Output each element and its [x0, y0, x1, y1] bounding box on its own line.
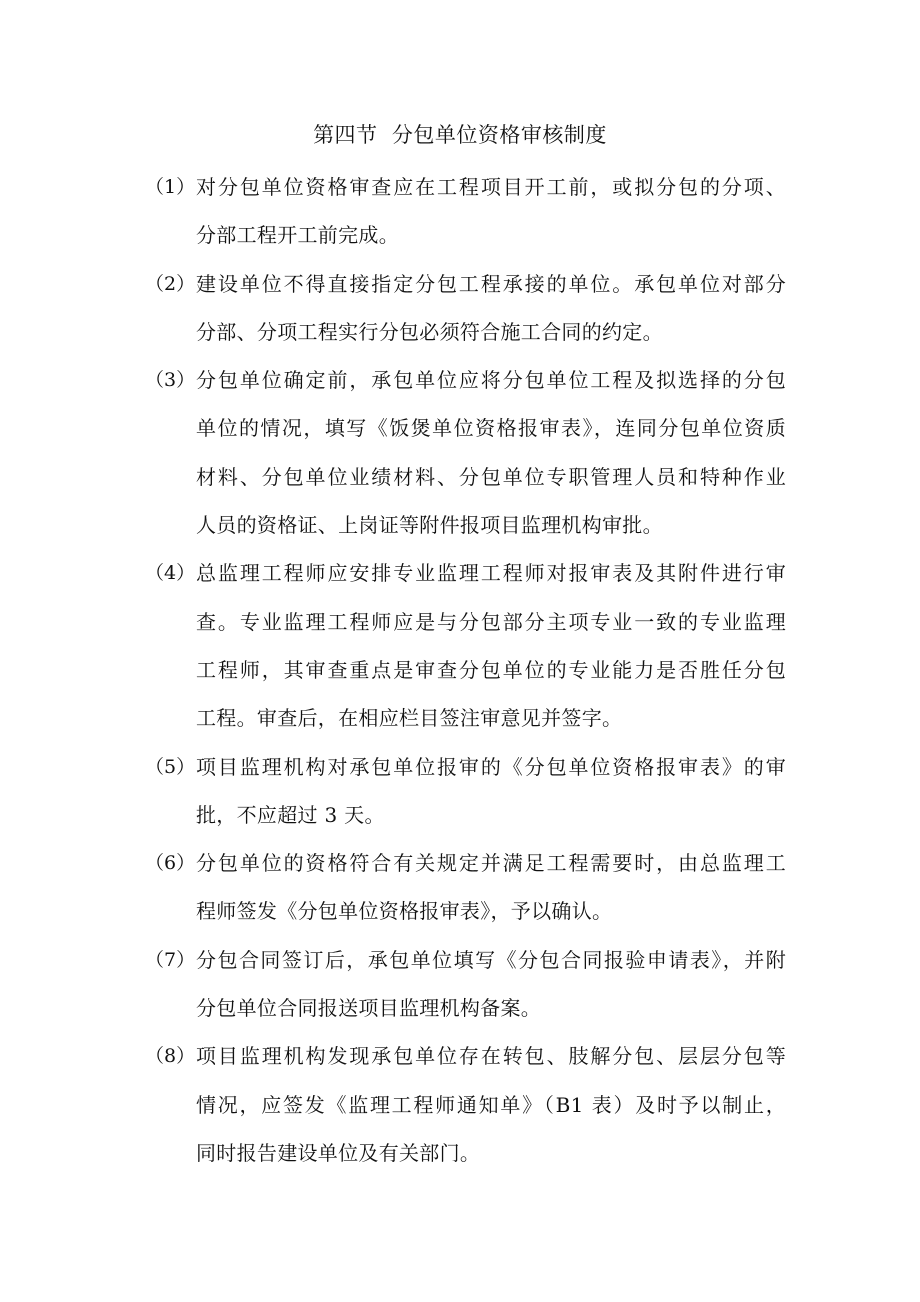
item-text-line: 材料、分包单位业绩材料、分包单位专职管理人员和特种作业	[196, 464, 786, 489]
item-text-line: 分包合同签订后，承包单位填写《分包合同报验申请表》，并附	[196, 947, 786, 972]
item-text-line: 查。专业监理工程师应是与分包部分主项专业一致的专业监理	[196, 609, 786, 634]
item-text-line: 人员的资格证、上岗证等附件报项目监理机构审批。	[196, 513, 663, 538]
item-text-line: 工程。审查后，在相应栏目签注审意见并签字。	[196, 706, 623, 731]
item-number: （3）	[145, 369, 196, 392]
item-number: （8）	[145, 1045, 196, 1068]
item-text-line: 同时报告建设单位及有关部门。	[196, 1140, 481, 1165]
item-text-line: 项目监理机构对承包单位报审的《分包单位资格报审表》的审	[196, 754, 786, 779]
item-text-line: 情况，应签发《监理工程师通知单》（B1 表）及时予以制止，	[196, 1092, 786, 1117]
item-number: （4）	[145, 562, 196, 585]
item-text-line: 工程师，其审查重点是审查分包单位的专业能力是否胜任分包	[196, 657, 786, 682]
item-number: （6）	[145, 852, 196, 875]
item-text-line: 分包单位确定前，承包单位应将分包单位工程及拟选择的分包	[196, 368, 786, 393]
item-text-line: 项目监理机构发现承包单位存在转包、肢解分包、层层分包等	[196, 1044, 786, 1069]
item-text-line: 分部、分项工程实行分包必须符合施工合同的约定。	[196, 319, 663, 344]
item-text-line: 分包单位的资格符合有关规定并满足工程需要时，由总监理工	[196, 851, 786, 876]
item-text-line: 对分包单位资格审查应在工程项目开工前，或拟分包的分项、	[196, 175, 786, 199]
section-title: 第四节 分包单位资格审核制度	[313, 123, 607, 147]
item-text-line: 批，不应超过 3 天。	[196, 802, 385, 827]
item-number: （7）	[145, 948, 196, 971]
item-text-line: 分部工程开工前完成。	[196, 223, 399, 248]
item-text-line: 建设单位不得直接指定分包工程承接的单位。承包单位对部分	[196, 271, 786, 296]
item-text-line: 单位的情况，填写《饭煲单位资格报审表》，连同分包单位资质	[196, 416, 786, 441]
item-text-line: 程师签发《分包单位资格报审表》，予以确认。	[196, 899, 613, 924]
item-number: （5）	[145, 755, 196, 778]
item-number: （2）	[145, 272, 196, 295]
item-number: （1）	[145, 176, 196, 198]
item-text-line: 分包单位合同报送项目监理机构备案。	[196, 996, 542, 1021]
item-text-line: 总监理工程师应安排专业监理工程师对报审表及其附件进行审	[196, 561, 786, 586]
